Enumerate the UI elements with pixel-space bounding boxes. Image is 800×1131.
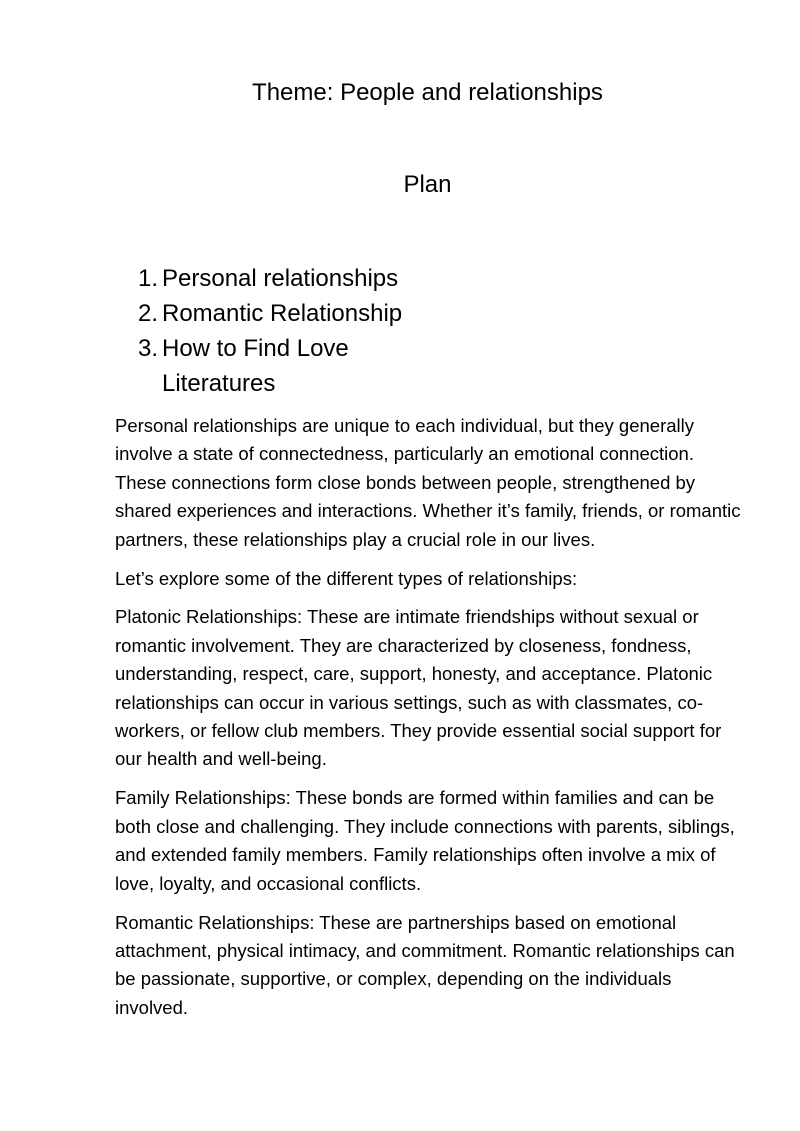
paragraph-explore: Let’s explore some of the different types of relationships: — [115, 567, 578, 589]
plan-item-text: Romantic Relationship — [162, 300, 403, 327]
plan-list — [138, 261, 518, 401]
plan-item-number: 1. — [138, 265, 159, 292]
plan-item — [138, 296, 518, 331]
paragraph-romantic: Romantic Relationships: These are partnerships based on emotional attachment, physical intimacy, and commitment. Romantic relationships can be passionate, supportive, or complex, depending on the individuals involved. — [115, 911, 735, 1018]
document-title: Theme: People and relationships — [252, 79, 603, 106]
plan-item — [138, 261, 518, 296]
paragraph-intro: Personal relationships are unique to each individual, but they generally involve a state of connectedness, particularly an emotional connection. These connections form close bonds between people, strengthened by shared experiences and interactions. Whether it’s family, friends, or romantic partners, these relationships play a crucial role in our lives. — [115, 415, 741, 550]
plan-item-text: Personal relationships — [162, 265, 399, 292]
plan-item — [138, 331, 518, 401]
paragraph-platonic: Platonic Relationships: These are intimate friendships without sexual or romantic involvement. They are characterized by closeness, fondness, understanding, respect, care, support, honesty, and acceptance. Platonic relationships can occur in various settings, such as with classmates, co-workers, or fellow club members. They provide essential social support for our health and well-being. — [115, 606, 722, 770]
plan-item-text: How to Find Love Literatures — [162, 335, 349, 397]
plan-item-number: 2. — [138, 300, 159, 327]
body-text — [115, 412, 747, 1033]
plan-item-number: 3. — [138, 335, 159, 362]
paragraph-family: Family Relationships: These bonds are formed within families and can be both close and challenging. They include connections with parents, siblings, and extended family members. Family relationships often involve a mix of love, loyalty, and occasional conflicts. — [115, 787, 735, 894]
plan-heading: Plan — [403, 171, 452, 198]
